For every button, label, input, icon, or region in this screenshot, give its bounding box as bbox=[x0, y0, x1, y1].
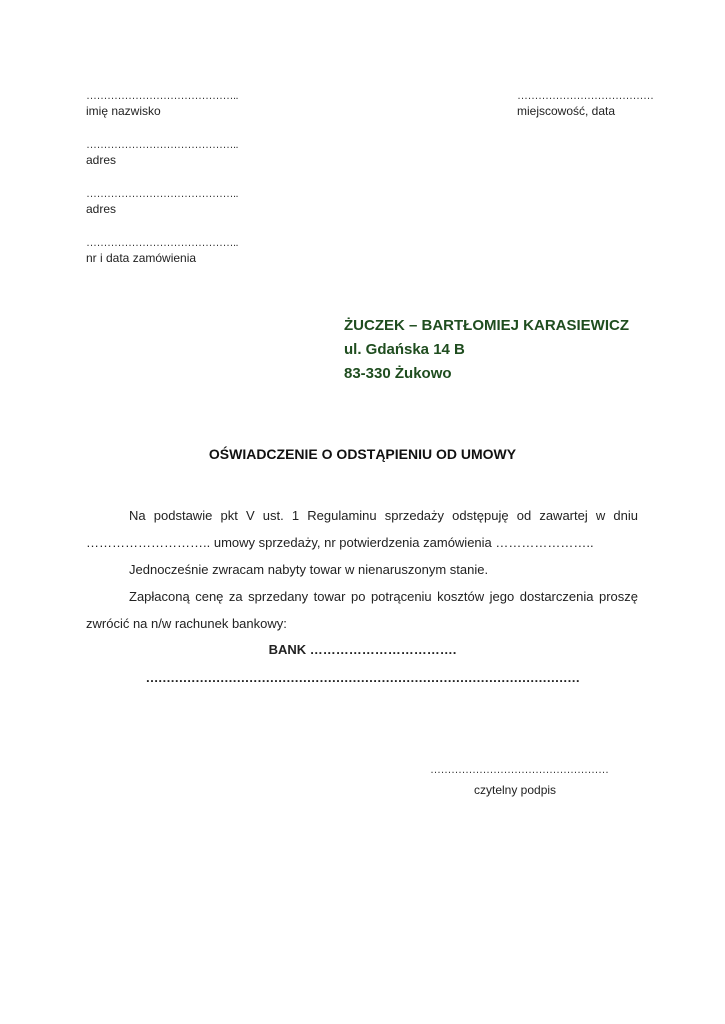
document-title: OŚWIADCZENIE O ODSTĄPIENIU OD UMOWY bbox=[208, 446, 517, 462]
address1-dots: …………………………………….. bbox=[86, 139, 239, 151]
order-label: nr i data zamówienia bbox=[86, 251, 197, 265]
body-para3-line2: zwrócić na n/w rachunek bankowy: bbox=[86, 616, 287, 631]
name-label: imię nazwisko bbox=[86, 104, 161, 118]
signature-dots: …………………………………………… bbox=[430, 764, 609, 776]
body-para3-line1: Zapłaconą cenę za sprzedany towar po potrąceniu kosztów jego dostarczenia proszę bbox=[129, 589, 638, 604]
bank-line: BANK ……………………………. bbox=[268, 642, 457, 657]
recipient-city: 83-330 Żukowo bbox=[344, 365, 452, 382]
address1-label: adres bbox=[86, 153, 117, 167]
body-para2: Jednocześnie zwracam nabyty towar w nienaruszonym stanie. bbox=[129, 562, 489, 577]
account-line: …………………………………………………………………………………………… bbox=[145, 670, 580, 685]
order-dots: …………………………………….. bbox=[86, 237, 239, 249]
body-para1-line1: Na podstawie pkt V ust. 1 Regulaminu sprzedaży odstępuję od zawartej w dniu bbox=[129, 508, 638, 523]
name-dots: …………………………………….. bbox=[86, 90, 239, 102]
recipient-block bbox=[344, 314, 629, 386]
place-date-dots: ………………………………… bbox=[517, 90, 654, 102]
recipient-street: ul. Gdańska 14 B bbox=[344, 341, 465, 358]
address2-label: adres bbox=[86, 202, 117, 216]
address2-dots: …………………………………….. bbox=[86, 188, 239, 200]
place-date-label: miejscowość, data bbox=[517, 104, 616, 118]
signature-label: czytelny podpis bbox=[474, 783, 557, 797]
body-para1-line2: ……………………….. umowy sprzedaży, nr potwierdzenia zamówienia ………………….. bbox=[86, 535, 594, 550]
recipient-name: ŻUCZEK – BARTŁOMIEJ KARASIEWICZ bbox=[344, 317, 629, 334]
